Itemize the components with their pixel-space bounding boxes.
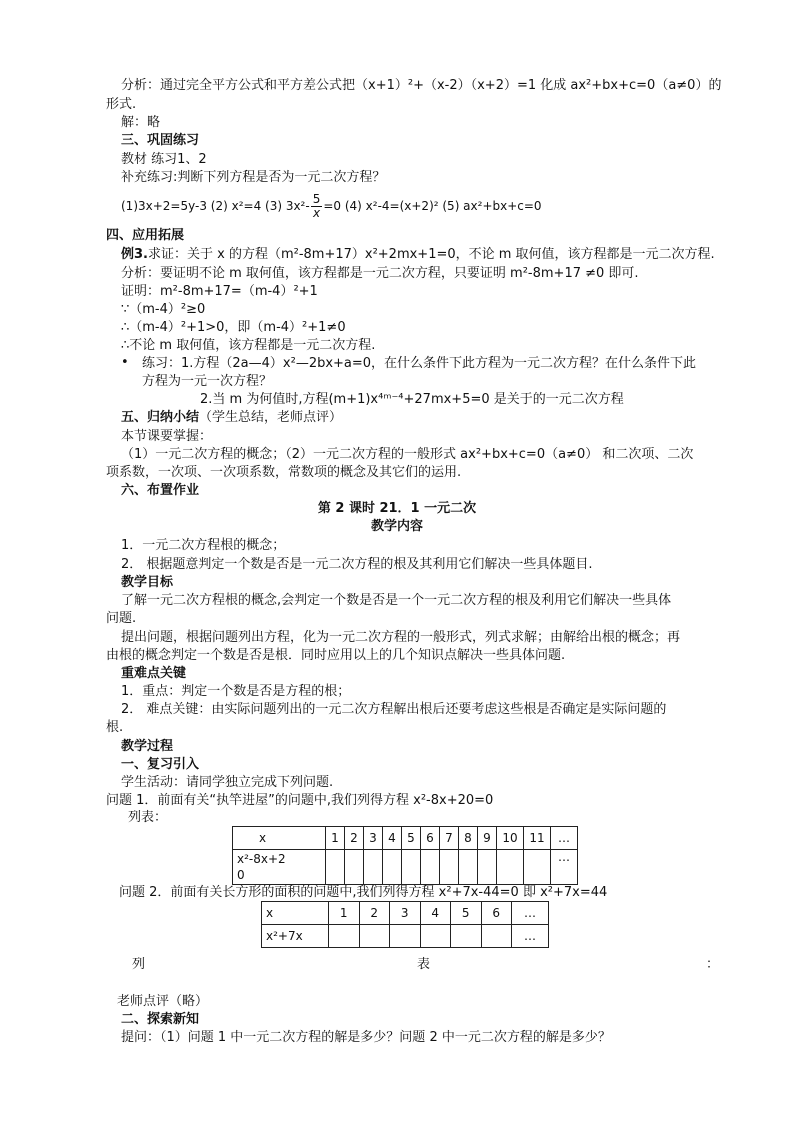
section-6-title: 六、布置作业 xyxy=(121,483,200,498)
table-cell xyxy=(329,925,360,948)
review-title: 一、复习引入 xyxy=(121,757,200,772)
list-word-1: 列 xyxy=(132,957,146,972)
textbook-exercise: 教材 练习1、2 xyxy=(121,152,207,167)
table-cell: … xyxy=(512,925,549,948)
summary-line-2: 项系数，一次项、一次项系数，常数项的概念及其它们的运用. xyxy=(106,465,462,480)
goal-line-1: 了解一元二次方程根的概念,会判定一个数是否是一个一元二次方程的根及利用它们解决一些具体 xyxy=(121,593,672,608)
table-cell xyxy=(459,850,478,885)
example-3-text: 求证：关于 x 的方程（m²-8m+17）x²+2mx+1=0，不论 m 取何值，该方程都是一元二次方程. xyxy=(147,247,715,262)
table-cell xyxy=(383,850,402,885)
table-cell xyxy=(478,850,497,885)
proof-line-1: 证明：m²-8m+17=（m-4）²+1 xyxy=(121,284,318,299)
student-activity: 学生活动：请同学独立完成下列问题. xyxy=(121,775,334,790)
table-cell xyxy=(402,850,421,885)
bullet-mark: • xyxy=(121,355,129,370)
table-cell: 8 xyxy=(459,827,478,850)
table-cell xyxy=(326,850,345,885)
table-cell: 2 xyxy=(345,827,364,850)
table-cell xyxy=(451,925,482,948)
exercise-items xyxy=(121,193,542,220)
analysis-line: 分析：通过完全平方公式和平方差公式把（x+1）²+（x-2）（x+2）=1 化成 ax²+bx+c=0（a≠0）的 xyxy=(121,78,722,93)
ask-line: 提问：（1）问题 1 中一元二次方程的解是多少？问题 2 中一元二次方程的解是多少？ xyxy=(121,1030,611,1045)
table-cell xyxy=(481,925,512,948)
table-cell: 6 xyxy=(481,902,512,925)
table-cell: … xyxy=(551,827,578,850)
fraction-5-over-x xyxy=(311,193,323,220)
process-title: 教学过程 xyxy=(121,739,174,754)
table-cell: 1 xyxy=(326,827,345,850)
key-point-1: 1．重点：判定一个数是否是方程的根； xyxy=(121,684,351,699)
section-5-note: （学生总结，老师点评） xyxy=(199,410,343,425)
list-label: 列表： xyxy=(128,810,168,825)
table-row-label: x²+7x xyxy=(262,925,329,948)
proof-line-2: ∵（m-4）²≥0 xyxy=(121,302,206,317)
table-cell: … xyxy=(551,850,578,885)
row-label-part-a: x²-8x+2 xyxy=(237,852,286,866)
question-2: 问题 2．前面有关长方形的面积的问题中,我们列得方程 x²+7x-44=0 即 x²+7x=44 xyxy=(119,885,608,900)
table-row-label xyxy=(233,850,326,885)
table-cell xyxy=(420,925,451,948)
content-item-1: 1．一元二次方程根的概念； xyxy=(121,538,286,553)
table-row xyxy=(262,902,549,925)
table-row xyxy=(262,925,549,948)
table-cell: 7 xyxy=(440,827,459,850)
table-cell: 2 xyxy=(359,902,390,925)
table-cell xyxy=(421,850,440,885)
table-cell xyxy=(524,850,551,885)
section-4-title: 四、应用拓展 xyxy=(106,228,185,243)
summary-line-1: （1）一元二次方程的概念；（2）一元二次方程的一般形式 ax²+bx+c=0（a≠0） 和二次项、二次 xyxy=(121,447,694,462)
table-cell: 10 xyxy=(497,827,524,850)
question-1: 问题 1．前面有关“执竿进屋”的问题中,我们列得方程 x²-8x+20=0 xyxy=(106,793,494,808)
goal-line-2: 提出问题，根据问题列出方程，化为一元二次方程的一般形式，列式求解；由解给出根的概念；再 xyxy=(121,630,681,645)
table-question-1 xyxy=(232,826,578,885)
fraction-numerator: 5 xyxy=(312,192,321,206)
proof-line-4: ∴不论 m 取何值，该方程都是一元二次方程. xyxy=(121,338,376,353)
table-cell: 1 xyxy=(329,902,360,925)
table-header-x: x xyxy=(233,827,326,850)
table-cell: 9 xyxy=(478,827,497,850)
table-row xyxy=(233,850,578,885)
lesson-2-title: 第 2 课时 21．1 一元二次 xyxy=(317,501,477,516)
row-label-part-b: 0 xyxy=(237,868,245,882)
goal-line-1-cont: 问题. xyxy=(106,611,137,626)
proof-line-3: ∴（m-4）²+1>0，即（m-4）²+1≠0 xyxy=(121,320,346,335)
section-5-title: 五、归纳小结 xyxy=(121,410,200,425)
goal-title: 教学目标 xyxy=(121,575,174,590)
summary-intro: 本节课要掌握： xyxy=(121,429,213,444)
list-word-2: 表 xyxy=(417,957,431,972)
table-cell xyxy=(390,925,421,948)
fraction-denominator: x xyxy=(312,206,321,220)
table-cell: 5 xyxy=(402,827,421,850)
table-row xyxy=(233,827,578,850)
practice-1-cont: 方程为一元一次方程？ xyxy=(142,374,273,389)
table-cell xyxy=(364,850,383,885)
table-cell: 3 xyxy=(364,827,383,850)
example-3-analysis: 分析：要证明不论 m 取何值，该方程都是一元二次方程，只要证明 m²-8m+17 ≠0 即可. xyxy=(121,266,639,281)
table-cell: 6 xyxy=(421,827,440,850)
solution-line: 解：略 xyxy=(121,115,161,130)
example-3 xyxy=(121,245,715,264)
list-colon: ： xyxy=(706,957,720,972)
table-cell: 11 xyxy=(524,827,551,850)
table-cell: 4 xyxy=(383,827,402,850)
goal-line-2-cont: 由根的概念判定一个数是否是根．同时应用以上的几个知识点解决一些具体问题. xyxy=(106,648,566,663)
table-cell: … xyxy=(512,902,549,925)
explore-title: 二、探索新知 xyxy=(121,1012,200,1027)
exercise-items-part-a: (1)3x+2=5y-3 (2) x²=4 (3) 3x²- xyxy=(121,199,310,213)
table-cell xyxy=(497,850,524,885)
analysis-line-cont: 形式. xyxy=(106,97,137,112)
table-cell xyxy=(345,850,364,885)
practice-2: 2.当 m 为何值时,方程(m+1)x⁴ᵐ⁻⁴+27mx+5=0 是关于的一元二次方程 xyxy=(200,392,624,407)
teacher-comment: 老师点评（略） xyxy=(117,994,209,1009)
example-3-label: 例3. xyxy=(121,247,148,262)
supplement-intro: 补充练习:判断下列方程是否为一元二次方程？ xyxy=(121,170,386,185)
table-cell xyxy=(359,925,390,948)
table-question-2 xyxy=(261,901,549,948)
section-5 xyxy=(121,408,342,427)
table-cell: 4 xyxy=(420,902,451,925)
practice-1: 练习：1.方程（2a—4）x²—2bx+a=0，在什么条件下此方程为一元二次方程？在什么条件下此 xyxy=(142,356,697,371)
table-header-x: x xyxy=(262,902,329,925)
key-point-2-cont: 根. xyxy=(106,720,124,735)
section-3-title: 三、巩固练习 xyxy=(121,133,200,148)
key-title: 重难点关键 xyxy=(121,666,187,681)
key-point-2: 2． 难点关键：由实际问题列出的一元二次方程解出根后还要考虑这些根是否确定是实际问题的 xyxy=(121,702,667,717)
content-title: 教学内容 xyxy=(370,519,423,534)
table-cell: 5 xyxy=(451,902,482,925)
content-item-2: 2． 根据题意判定一个数是否是一元二次方程的根及其利用它们解决一些具体题目. xyxy=(121,557,593,572)
table-cell: 3 xyxy=(390,902,421,925)
exercise-items-part-b: =0 (4) x²-4=(x+2)² (5) ax²+bx+c=0 xyxy=(323,199,542,213)
table-cell xyxy=(440,850,459,885)
